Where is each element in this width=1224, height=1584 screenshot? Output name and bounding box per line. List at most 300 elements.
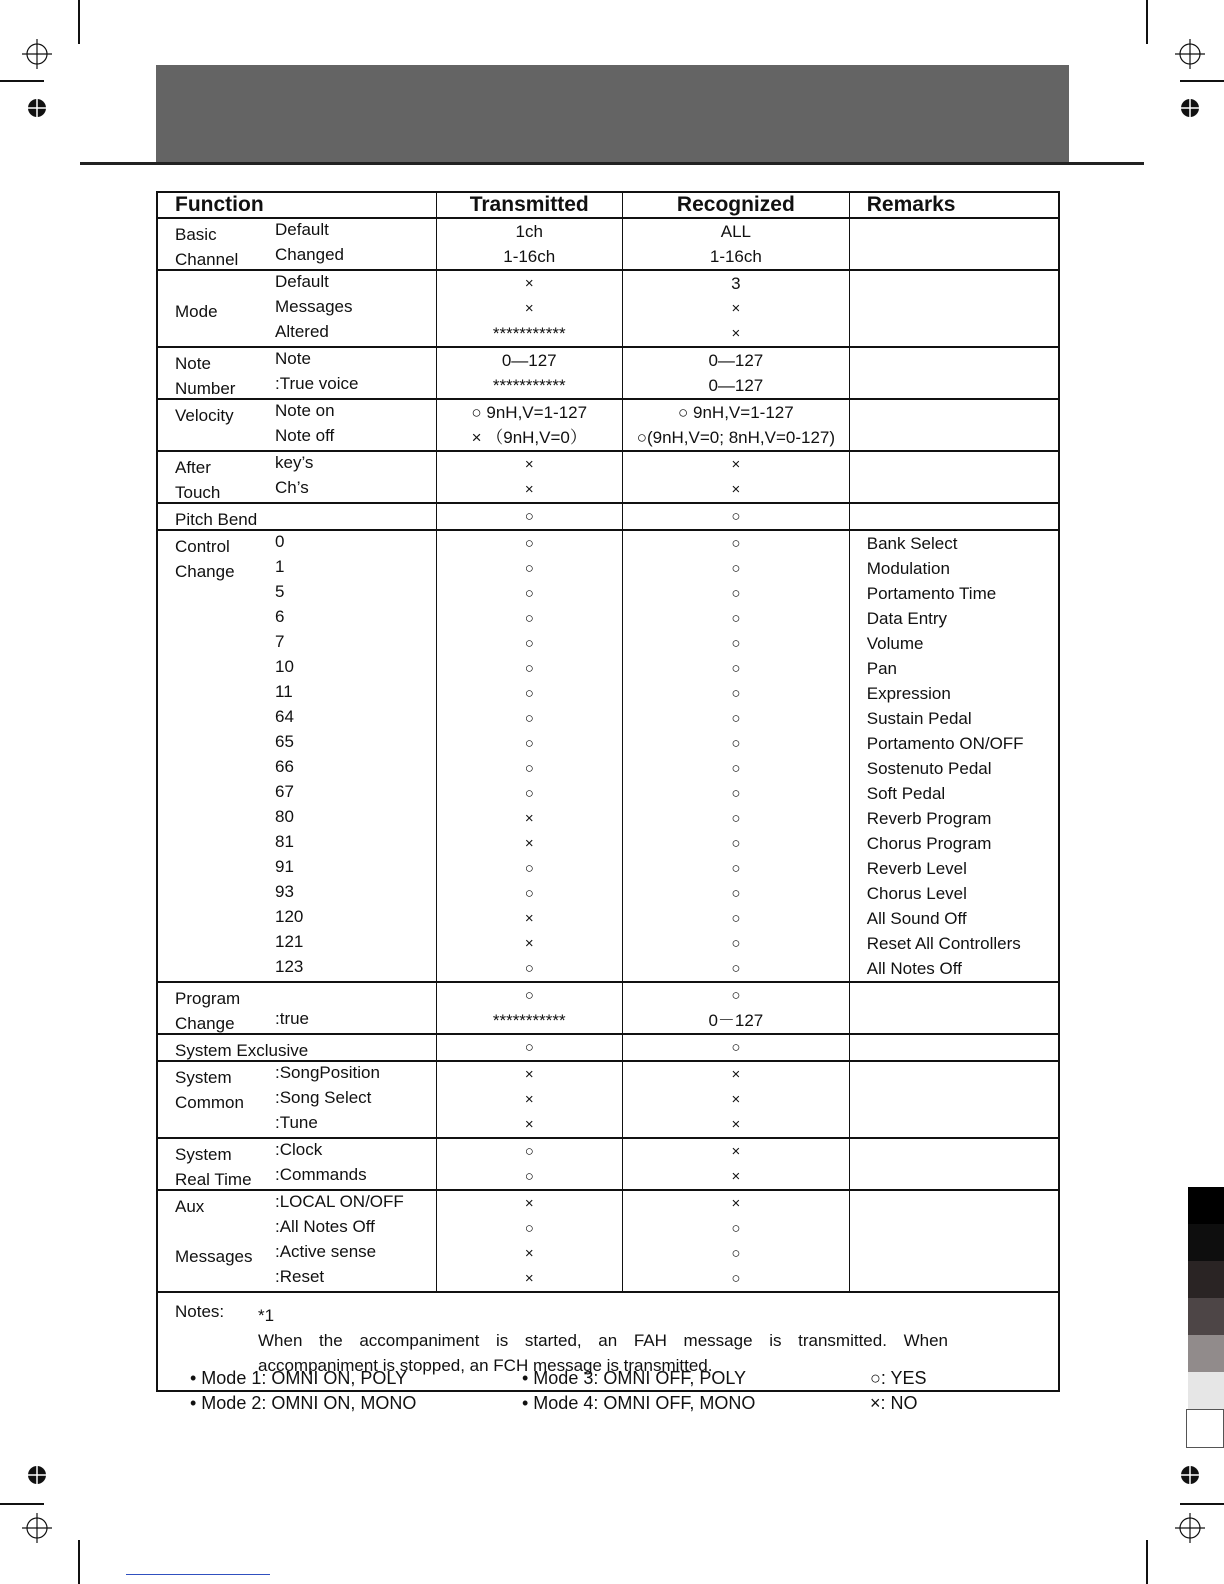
remarks-cell-value xyxy=(850,400,1058,425)
function-cell xyxy=(157,399,436,451)
gray-swatch xyxy=(1186,1409,1224,1448)
function-line xyxy=(158,631,436,656)
function-cell xyxy=(157,218,436,270)
recognized-cell-value: 0－127 xyxy=(708,1011,764,1030)
remarks-cell-value xyxy=(850,1062,1058,1087)
function-sub-label: :Tune xyxy=(275,1113,318,1132)
gray-swatch xyxy=(1188,1224,1224,1261)
remarks-cell-value: Chorus Level xyxy=(866,884,967,903)
crop-mark xyxy=(78,0,80,44)
transmitted-cell-value: 1ch xyxy=(515,222,543,241)
function-sub-label: 123 xyxy=(275,957,304,976)
function-cell xyxy=(157,530,436,982)
function-line xyxy=(158,348,436,373)
remarks-cell xyxy=(849,270,1059,347)
recognized-cell-value: ○ xyxy=(731,785,741,802)
function-line xyxy=(158,983,436,1008)
remarks-cell-value xyxy=(850,477,1058,502)
registration-mark-icon xyxy=(1175,1513,1205,1543)
notes-marker: *1 xyxy=(258,1306,275,1325)
transmitted-cell xyxy=(436,399,622,451)
recognized-cell-value: ○ xyxy=(731,685,741,702)
remarks-cell-value xyxy=(850,504,1058,529)
function-line xyxy=(158,452,436,477)
function-sub-label: :Clock xyxy=(275,1140,323,1159)
remarks-cell xyxy=(849,1034,1059,1061)
remarks-cell-value: All Notes Off xyxy=(866,959,962,978)
recognized-cell-value: × xyxy=(731,1116,741,1133)
remarks-cell xyxy=(849,1190,1059,1292)
function-line xyxy=(158,531,436,556)
recognized-cell xyxy=(622,399,849,451)
transmitted-cell-value: ○ xyxy=(524,1220,534,1237)
table-row-group xyxy=(157,1190,1059,1292)
transmitted-cell xyxy=(436,270,622,347)
function-sub-label: :Song Select xyxy=(275,1088,372,1107)
remarks-cell-value xyxy=(850,1164,1058,1189)
remarks-cell xyxy=(849,451,1059,503)
recognized-cell-value: ○ xyxy=(731,635,741,652)
function-sub-label: 66 xyxy=(275,757,294,776)
transmitted-cell-value: × xyxy=(524,456,534,473)
remarks-cell-value: All Sound Off xyxy=(866,909,967,928)
gray-swatch xyxy=(1188,1372,1224,1409)
function-sub-label: Note on xyxy=(275,401,335,420)
crop-mark xyxy=(1146,0,1148,44)
transmitted-cell xyxy=(436,1138,622,1190)
transmitted-cell-value: × xyxy=(524,1066,534,1083)
remarks-cell-value: Portamento Time xyxy=(866,584,997,603)
remarks-cell-value xyxy=(850,983,1058,1008)
function-sub-label: 121 xyxy=(275,932,304,951)
midi-implementation-table xyxy=(156,191,1060,1392)
transmitted-cell-value: × xyxy=(524,1091,534,1108)
transmitted-cell-value: × xyxy=(524,481,534,498)
registration-mark-icon xyxy=(22,1513,52,1543)
function-label: Change xyxy=(175,562,235,581)
header-remarks: Remarks xyxy=(849,192,1059,218)
function-sub-label: Changed xyxy=(275,245,345,264)
remarks-cell-value xyxy=(850,373,1058,398)
function-label: Channel xyxy=(175,250,239,269)
function-line xyxy=(158,731,436,756)
transmitted-cell-value: ○ xyxy=(524,1039,534,1056)
crop-mark xyxy=(0,1503,44,1505)
transmitted-cell-value: × （9nH,V=0） xyxy=(471,428,587,447)
function-sub-label: Default xyxy=(275,220,329,239)
transmitted-cell xyxy=(436,347,622,399)
remarks-cell-value xyxy=(850,244,1058,269)
recognized-cell-value: × xyxy=(731,1168,741,1185)
transmitted-cell-value: ○ xyxy=(524,685,534,702)
recognized-cell-value: × xyxy=(731,456,741,473)
header-rule xyxy=(80,162,1144,165)
transmitted-cell-value: × xyxy=(524,835,534,852)
function-sub-label: 91 xyxy=(275,857,294,876)
function-line xyxy=(158,781,436,806)
function-sub-label: :Reset xyxy=(275,1267,325,1286)
function-line xyxy=(158,1164,436,1189)
recognized-cell-value: ○ xyxy=(731,585,741,602)
gray-swatch xyxy=(1188,1187,1224,1224)
footer-link-rule xyxy=(126,1574,270,1575)
gray-swatch xyxy=(1188,1298,1224,1335)
table-row-group xyxy=(157,982,1059,1034)
recognized-cell-value: ○ xyxy=(731,835,741,852)
recognized-cell-value: ○ xyxy=(731,660,741,677)
function-line xyxy=(158,756,436,781)
recognized-cell-value: ○ xyxy=(731,810,741,827)
function-cell xyxy=(157,1190,436,1292)
table-row-group xyxy=(157,347,1059,399)
crop-mark xyxy=(1180,80,1224,82)
function-line xyxy=(158,856,436,881)
function-sub-label: :true xyxy=(275,1009,310,1028)
function-sub-label: 1 xyxy=(275,557,285,576)
transmitted-cell-value: 0—127 xyxy=(501,351,557,370)
recognized-cell xyxy=(622,1034,849,1061)
function-sub-label: 80 xyxy=(275,807,294,826)
recognized-cell xyxy=(622,503,849,530)
recognized-cell-value: 0—127 xyxy=(708,351,764,370)
function-sub-label: 0 xyxy=(275,532,285,551)
recognized-cell-value: ○ xyxy=(731,1270,741,1287)
transmitted-cell-value: ○ xyxy=(524,785,534,802)
legend-item: • Mode 3: OMNI OFF, POLY xyxy=(522,1368,747,1388)
function-sub-label: 93 xyxy=(275,882,294,901)
transmitted-cell-value: ○ xyxy=(524,508,534,525)
recognized-cell xyxy=(622,1138,849,1190)
function-sub-label: key’s xyxy=(275,453,314,472)
function-cell xyxy=(157,982,436,1034)
registration-dot-icon xyxy=(1175,93,1205,123)
remarks-cell-value: Data Entry xyxy=(866,609,948,628)
table-row-group xyxy=(157,503,1059,530)
registration-mark-icon xyxy=(22,39,52,69)
recognized-cell-value: ○ xyxy=(731,760,741,777)
transmitted-cell xyxy=(436,1034,622,1061)
recognized-cell-value: ○ xyxy=(731,508,741,525)
remarks-cell-value: Sustain Pedal xyxy=(866,709,972,728)
function-line xyxy=(158,1139,436,1164)
transmitted-cell-value: × xyxy=(524,1116,534,1133)
remarks-cell-value: Volume xyxy=(866,634,924,653)
recognized-cell-value: ○ xyxy=(731,1220,741,1237)
legend-yes: ○: YES xyxy=(870,1368,927,1388)
header-recognized: Recognized xyxy=(622,192,849,218)
function-line xyxy=(158,1087,436,1112)
remarks-cell-value xyxy=(850,1008,1058,1033)
remarks-cell-value: Sostenuto Pedal xyxy=(866,759,992,778)
function-label: Velocity xyxy=(175,406,234,425)
function-cell xyxy=(157,503,436,530)
remarks-cell-value xyxy=(850,219,1058,244)
crop-mark xyxy=(1180,1503,1224,1505)
remarks-cell-value: Reverb Program xyxy=(866,809,992,828)
function-label: After xyxy=(175,458,211,477)
table-row-group xyxy=(157,451,1059,503)
function-line xyxy=(158,606,436,631)
function-line xyxy=(158,296,436,321)
recognized-cell xyxy=(622,1061,849,1138)
transmitted-cell-value: × xyxy=(524,810,534,827)
remarks-cell-value: Soft Pedal xyxy=(866,784,946,803)
registration-dot-icon xyxy=(22,1460,52,1490)
function-line xyxy=(158,425,436,450)
recognized-cell xyxy=(622,218,849,270)
function-sub-label: 7 xyxy=(275,632,285,651)
transmitted-cell xyxy=(436,218,622,270)
remarks-cell xyxy=(849,530,1059,982)
remarks-cell xyxy=(849,347,1059,399)
transmitted-cell-value: ○ xyxy=(524,760,534,777)
recognized-cell-value: ○(9nH,V=0; 8nH,V=0-127) xyxy=(636,428,836,447)
transmitted-cell xyxy=(436,1190,622,1292)
function-cell xyxy=(157,1034,436,1061)
function-line xyxy=(158,1112,436,1137)
function-label: Program xyxy=(175,989,241,1008)
function-cell xyxy=(157,347,436,399)
legend-item: • Mode 1: OMNI ON, POLY xyxy=(190,1368,408,1388)
header-function: Function xyxy=(157,192,436,218)
function-label: Basic xyxy=(175,225,217,244)
function-sub-label: Default xyxy=(275,272,329,291)
crop-mark xyxy=(1146,1540,1148,1584)
function-sub-label: Altered xyxy=(275,322,329,341)
function-label: System xyxy=(175,1145,232,1164)
function-sub-label: 81 xyxy=(275,832,294,851)
recognized-cell-value: ○ xyxy=(731,1245,741,1262)
function-sub-label: Note off xyxy=(275,426,335,445)
recognized-cell-value: ○ xyxy=(731,535,741,552)
function-sub-label: 10 xyxy=(275,657,294,676)
table-row-group xyxy=(157,530,1059,982)
transmitted-cell-value: ○ xyxy=(524,635,534,652)
remarks-cell-value xyxy=(850,1035,1058,1060)
header-bar xyxy=(156,65,1069,163)
function-label: Note xyxy=(175,354,211,373)
notes-label: Notes: xyxy=(175,1302,225,1321)
transmitted-cell-value: ○ xyxy=(524,660,534,677)
function-line xyxy=(158,1008,436,1033)
function-sub-label: 120 xyxy=(275,907,304,926)
recognized-cell-value: ○ xyxy=(731,710,741,727)
recognized-cell-value: × xyxy=(731,1195,741,1212)
function-label: Number xyxy=(175,379,236,398)
crop-mark xyxy=(78,1540,80,1584)
function-cell xyxy=(157,451,436,503)
remarks-cell-value: Reverb Level xyxy=(866,859,967,878)
function-line xyxy=(158,881,436,906)
transmitted-cell-value: ○ xyxy=(524,987,534,1004)
remarks-cell-value xyxy=(850,271,1058,296)
function-line xyxy=(158,1191,436,1216)
remarks-cell-value xyxy=(850,296,1058,321)
remarks-cell xyxy=(849,1061,1059,1138)
crop-mark xyxy=(0,80,44,82)
remarks-cell-value xyxy=(850,348,1058,373)
function-line xyxy=(158,400,436,425)
transmitted-cell-value: ○ 9nH,V=1-127 xyxy=(471,403,588,422)
function-sub-label: :All Notes Off xyxy=(275,1217,375,1236)
table-row-group xyxy=(157,270,1059,347)
function-cell xyxy=(157,1061,436,1138)
registration-dot-icon xyxy=(22,93,52,123)
function-cell xyxy=(157,1138,436,1190)
transmitted-cell-value: × xyxy=(524,300,534,317)
transmitted-cell-value: × xyxy=(524,910,534,927)
function-sub-label: 67 xyxy=(275,782,294,801)
table-row-group xyxy=(157,1138,1059,1190)
function-line xyxy=(158,656,436,681)
remarks-cell-value xyxy=(850,1241,1058,1266)
recognized-cell xyxy=(622,530,849,982)
remarks-cell-value xyxy=(850,1087,1058,1112)
function-line xyxy=(158,1062,436,1087)
recognized-cell-value: ○ xyxy=(731,560,741,577)
transmitted-cell xyxy=(436,451,622,503)
remarks-cell xyxy=(849,982,1059,1034)
function-sub-label: :True voice xyxy=(275,374,359,393)
function-label: Aux xyxy=(175,1197,205,1216)
legend-modes-3-4 xyxy=(522,1366,755,1416)
function-sub-label: Ch’s xyxy=(275,478,309,497)
function-line xyxy=(158,321,436,346)
function-sub-label: Messages xyxy=(275,297,353,316)
function-label: Touch xyxy=(175,483,221,502)
function-line xyxy=(158,556,436,581)
transmitted-cell-value: ○ xyxy=(524,710,534,727)
table-row-group xyxy=(157,218,1059,270)
transmitted-cell-value: *********** xyxy=(492,324,566,343)
transmitted-cell-value: × xyxy=(524,1245,534,1262)
recognized-cell xyxy=(622,347,849,399)
remarks-cell-value xyxy=(850,425,1058,450)
function-line xyxy=(158,906,436,931)
table-header-row xyxy=(157,192,1059,218)
function-line xyxy=(158,1035,436,1060)
function-line xyxy=(158,581,436,606)
function-sub-label: 5 xyxy=(275,582,285,601)
recognized-cell-value: × xyxy=(731,481,741,498)
function-line xyxy=(158,806,436,831)
transmitted-cell xyxy=(436,503,622,530)
remarks-cell xyxy=(849,399,1059,451)
function-sub-label: 64 xyxy=(275,707,294,726)
transmitted-cell-value: ○ xyxy=(524,960,534,977)
transmitted-cell-value: ○ xyxy=(524,585,534,602)
function-line xyxy=(158,1266,436,1291)
gray-swatch xyxy=(1188,1261,1224,1298)
function-line xyxy=(158,271,436,296)
remarks-cell-value xyxy=(850,321,1058,346)
function-sub-label: 11 xyxy=(275,682,293,701)
transmitted-cell xyxy=(436,1061,622,1138)
function-label: Messages xyxy=(175,1247,253,1266)
function-line xyxy=(158,504,436,529)
registration-dot-icon xyxy=(1175,1460,1205,1490)
function-sub-label: :LOCAL ON/OFF xyxy=(275,1192,404,1211)
remarks-cell-value: Portamento ON/OFF xyxy=(866,734,1024,753)
legend-item: • Mode 2: OMNI ON, MONO xyxy=(190,1393,417,1413)
remarks-cell xyxy=(849,218,1059,270)
transmitted-cell-value: × xyxy=(524,1270,534,1287)
function-label: Control xyxy=(175,537,230,556)
remarks-cell-value xyxy=(850,1266,1058,1291)
remarks-cell-value: Reset All Controllers xyxy=(866,934,1021,953)
recognized-cell-value: ○ xyxy=(731,910,741,927)
function-sub-label: 65 xyxy=(275,732,294,751)
recognized-cell-value: 0—127 xyxy=(708,376,764,395)
function-line xyxy=(158,956,436,981)
function-line xyxy=(158,477,436,502)
table-row-group xyxy=(157,399,1059,451)
recognized-cell-value: × xyxy=(731,325,741,342)
function-sub-label: :Active sense xyxy=(275,1242,377,1261)
recognized-cell-value: ○ xyxy=(731,1039,741,1056)
transmitted-cell-value: ○ xyxy=(524,735,534,752)
recognized-cell-value: ○ xyxy=(731,860,741,877)
function-sub-label: :SongPosition xyxy=(275,1063,380,1082)
transmitted-cell-value: ○ xyxy=(524,885,534,902)
recognized-cell-value: ○ 9nH,V=1-127 xyxy=(678,403,794,422)
transmitted-cell xyxy=(436,982,622,1034)
function-label: Pitch Bend xyxy=(175,510,258,529)
recognized-cell-value: 3 xyxy=(731,274,741,293)
registration-mark-icon xyxy=(1175,39,1205,69)
function-line xyxy=(158,706,436,731)
function-line xyxy=(158,1216,436,1241)
legend-item: • Mode 4: OMNI OFF, MONO xyxy=(522,1393,756,1413)
remarks-cell-value: Bank Select xyxy=(866,534,958,553)
function-line xyxy=(158,831,436,856)
notes-text: When the accompaniment is started, an FAH message is transmitted. When accompaniment is stopped, an FCH message is transmitted. xyxy=(258,1331,948,1375)
recognized-cell-value: 1-16ch xyxy=(709,247,762,266)
transmitted-cell-value: × xyxy=(524,1195,534,1212)
recognized-cell-value: × xyxy=(731,300,741,317)
transmitted-cell-value: ○ xyxy=(524,1143,534,1160)
function-label: Common xyxy=(175,1093,244,1112)
recognized-cell-value: ○ xyxy=(731,610,741,627)
remarks-cell-value xyxy=(850,1191,1058,1216)
recognized-cell-value: ○ xyxy=(731,735,741,752)
header-transmitted: Transmitted xyxy=(436,192,622,218)
recognized-cell-value: ○ xyxy=(731,960,741,977)
function-label: Real Time xyxy=(175,1170,252,1189)
recognized-cell-value: × xyxy=(731,1091,741,1108)
function-sub-label: Note xyxy=(275,349,311,368)
remarks-cell-value xyxy=(850,1112,1058,1137)
recognized-cell-value: ○ xyxy=(731,987,741,1004)
recognized-cell-value: ○ xyxy=(731,885,741,902)
remarks-cell-value: Pan xyxy=(866,659,897,678)
transmitted-cell-value: 1-16ch xyxy=(503,247,556,266)
function-line xyxy=(158,1241,436,1266)
remarks-cell xyxy=(849,1138,1059,1190)
transmitted-cell xyxy=(436,530,622,982)
transmitted-cell-value: ○ xyxy=(524,860,534,877)
function-label: System Exclusive xyxy=(175,1041,309,1060)
legend-modes-1-2 xyxy=(190,1366,416,1416)
recognized-cell xyxy=(622,270,849,347)
legend-symbols xyxy=(870,1366,927,1416)
remarks-cell-value: Expression xyxy=(866,684,951,703)
function-line xyxy=(158,244,436,269)
transmitted-cell-value: ○ xyxy=(524,1168,534,1185)
function-label: Mode xyxy=(175,302,218,321)
transmitted-cell-value: ○ xyxy=(524,610,534,627)
function-line xyxy=(158,681,436,706)
